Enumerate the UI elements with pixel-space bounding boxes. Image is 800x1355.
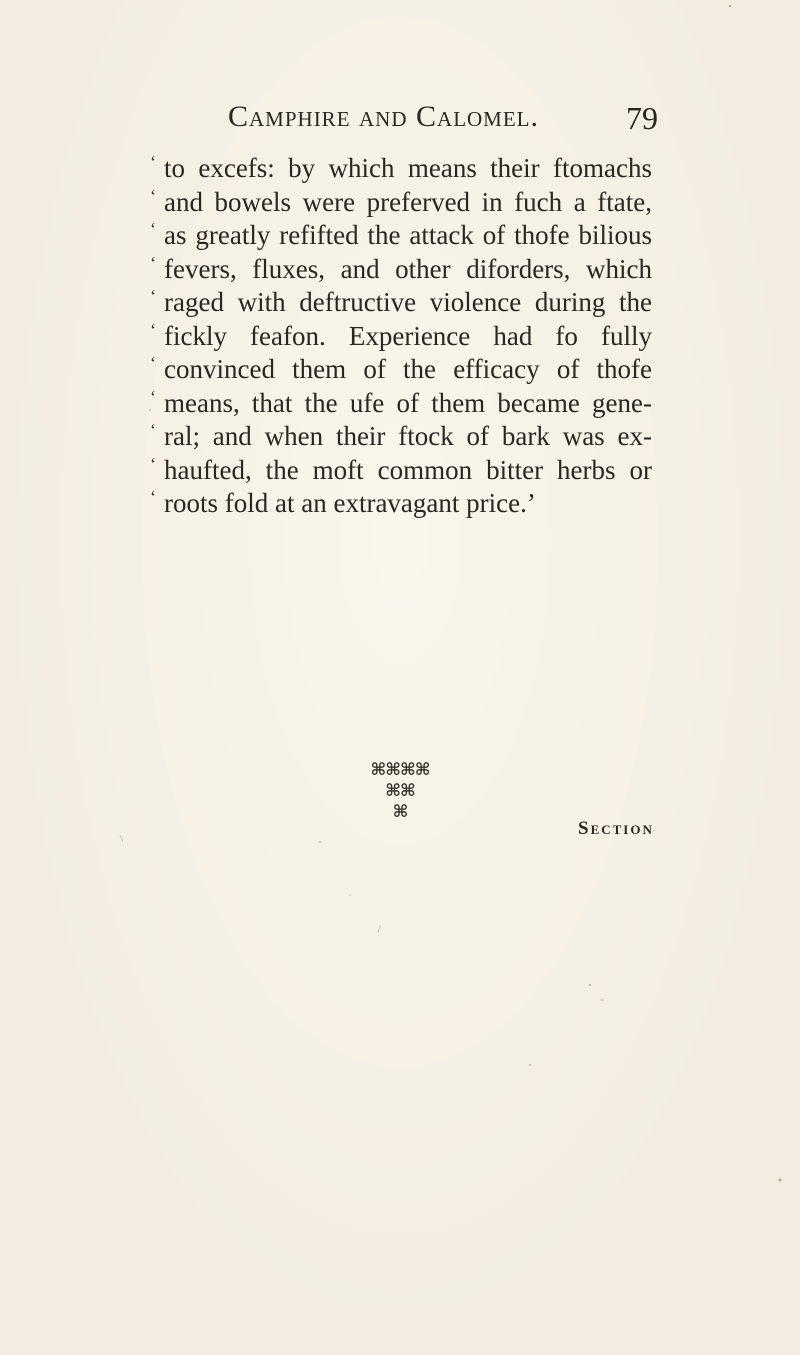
line-text: haufted, the moft common bitter herbs or [164,454,652,485]
text-line [152,353,652,387]
line-text: and bowels were preferved in fuch a ftate, [164,186,652,217]
line-text: ral; and when their ftock of bark was ex- [164,421,652,451]
quote-mark: ‘ [150,453,156,474]
line-text: fevers, fluxes, and other diforders, which [164,253,652,284]
running-head [228,100,658,140]
quote-mark: ‘ [150,319,156,340]
text-line [152,387,652,421]
text-line [152,286,652,320]
line-text: as greatly refifted the attack of thofe bilious [164,220,652,250]
text-line [152,152,652,186]
text-line [152,219,652,253]
line-text: raged with deftructive violence during the [164,287,652,317]
printers-ornament [0,760,800,850]
text-line [152,454,652,488]
quote-mark: ‘ [150,185,156,206]
ornament-row: ⌘ [392,802,408,822]
running-title: Camphire and Calomel. [228,100,540,133]
line-text: fickly feafon. Experience had fo fully [164,320,652,351]
quote-mark: ‘ [150,386,156,407]
ornament-row: ⌘⌘ [385,781,415,801]
line-text: means, that the ufe of them became gene- [164,387,652,418]
text-line [152,186,652,220]
line-text: convinced them of the efficacy of thofe [164,354,652,384]
quote-mark: ‘ [150,152,156,172]
quote-mark: ‘ [150,252,156,273]
text-line [152,253,652,287]
quote-mark: ‘ [150,420,156,440]
quote-mark: ‘ [150,487,156,507]
quote-mark: ‘ [150,286,156,306]
quote-mark: ‘ [150,353,156,373]
catchword: Section [578,818,654,839]
text-line [152,487,652,521]
quote-mark: ‘ [150,219,156,239]
ornament-row: ⌘⌘⌘⌘ [370,760,430,780]
body-text [152,152,652,521]
text-line [152,420,652,454]
page-number: 79 [626,100,658,136]
line-text: roots fold at an extravagant price.’ [164,488,536,518]
line-text: to excefs: by which means their ftomachs [164,153,652,183]
text-line [152,320,652,354]
